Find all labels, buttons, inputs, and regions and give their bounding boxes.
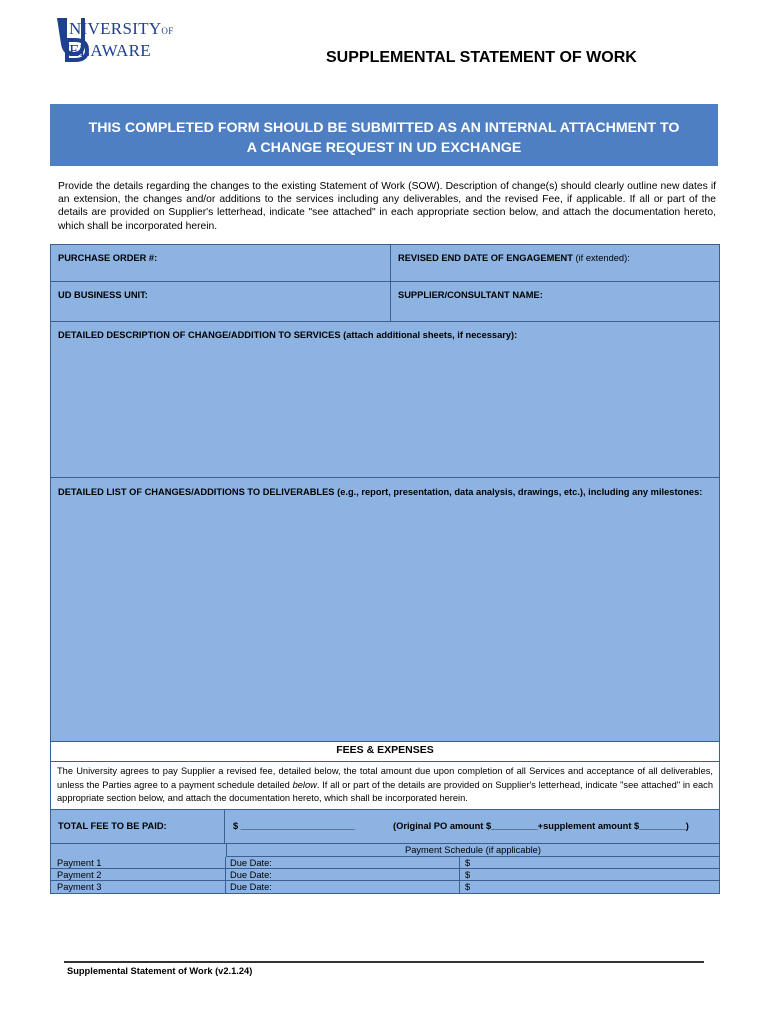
- total-fee-field[interactable]: [225, 821, 719, 831]
- banner-line-2: A CHANGE REQUEST IN UD EXCHANGE: [246, 140, 522, 156]
- purchase-order-field[interactable]: [51, 245, 391, 281]
- business-unit-field[interactable]: [51, 282, 391, 321]
- description-field[interactable]: [51, 322, 719, 477]
- fees-heading: FEES & EXPENSES: [50, 742, 720, 762]
- footer-divider: [64, 961, 704, 963]
- revised-end-date-field[interactable]: [391, 245, 719, 281]
- business-unit-label: UD BUSINESS UNIT:: [58, 290, 148, 300]
- total-fee-note: (Original PO amount $_________+supplement amount $_________): [393, 821, 689, 831]
- intro-text: Provide the details regarding the changes to the existing Statement of Work (SOW). Description of change(s) should clearly outline new dates if an extension, the changes and/or additions to the services including any deliverables, and the revised Fee, if applicable. If all or part of the details are provided on Supplier's letterhead, indicate "see attached" in each appropriate section below, and attach the documentation hereto, which shall be incorporated herein.: [58, 181, 716, 232]
- purchase-order-label: PURCHASE ORDER #:: [58, 253, 158, 263]
- deliverables-field[interactable]: [51, 478, 719, 741]
- payment-row[interactable]: Payment 2 Due Date: $: [51, 869, 719, 881]
- payment-schedule: [50, 844, 720, 894]
- revised-end-date-note: (if extended):: [572, 253, 630, 263]
- payment-row[interactable]: Payment 1 Due Date: $: [51, 857, 719, 869]
- submission-banner: [50, 104, 718, 166]
- description-label: DETAILED DESCRIPTION OF CHANGE/ADDITION TO SERVICES (attach additional sheets, if necessary):: [58, 330, 518, 340]
- revised-end-date-label: REVISED END DATE OF ENGAGEMENT: [398, 253, 573, 263]
- logo-line-university: NIVERSITYOF: [69, 19, 174, 38]
- page-title: SUPPLEMENTAL STATEMENT OF WORK: [326, 49, 637, 66]
- total-fee-value: $ ______________________: [233, 821, 355, 831]
- banner-line-1: THIS COMPLETED FORM SHOULD BE SUBMITTED AS AN INTERNAL ATTACHMENT TO: [88, 120, 680, 136]
- deliverables-label: DETAILED LIST OF CHANGES/ADDITIONS TO DELIVERABLES (e.g., report, presentation, data analysis, drawings, etc.), including any milestones:: [58, 487, 703, 497]
- sow-form: [50, 244, 720, 894]
- supplier-name-label: SUPPLIER/CONSULTANT NAME:: [398, 290, 543, 300]
- university-logo: [55, 16, 174, 66]
- total-fee-label: TOTAL FEE TO BE PAID:: [51, 810, 225, 843]
- payment-schedule-heading: Payment Schedule (if applicable): [226, 844, 719, 857]
- logo-line-delaware: ELAWARE: [69, 41, 151, 60]
- footer-text: Supplemental Statement of Work (v2.1.24): [67, 966, 253, 976]
- payment-row[interactable]: Payment 3 Due Date: $: [51, 881, 719, 893]
- fees-text: The University agrees to pay Supplier a revised fee, detailed below, the total amount due upon completion of all Services and acceptance of all deliverables, unless the Parties agree to a payment schedule detailed below. If all or part of the details are provided on Supplier's letterhead, indicate "see attached" in each appropriate section below, and attach the documentation hereto, which shall be incorporated herein.: [50, 762, 720, 810]
- supplier-name-field[interactable]: [391, 282, 719, 321]
